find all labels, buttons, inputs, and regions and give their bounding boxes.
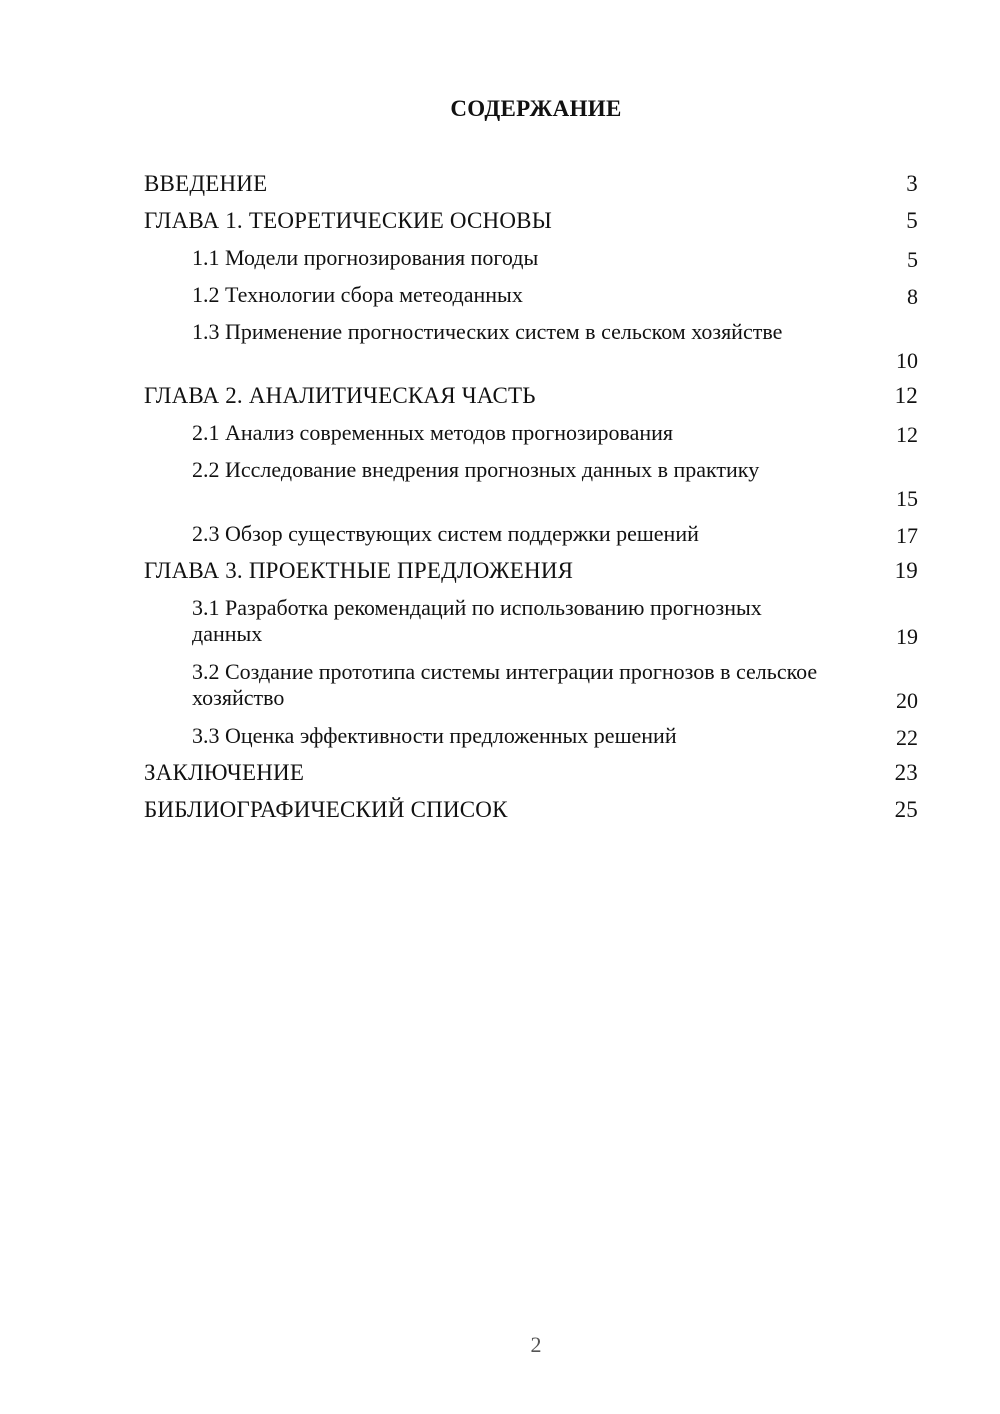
table-of-contents [144,168,918,831]
toc-entry-title: ГЛАВА 2. АНАЛИТИЧЕСКАЯ ЧАСТЬ [144,383,536,408]
toc-entry-page: 15 [896,486,918,511]
toc-entry-section-1-2[interactable] [144,279,918,316]
toc-entry-page: 12 [896,422,918,447]
toc-entry-bibliography[interactable] [144,794,918,831]
toc-entry-page: 17 [896,523,918,548]
toc-entry-title: 1.1 Модели прогнозирования погоды [192,245,539,270]
toc-entry-title: ВВЕДЕНИЕ [144,171,268,196]
page-title: СОДЕРЖАНИЕ [450,96,622,121]
toc-entry-conclusion[interactable] [144,757,918,794]
toc-entry-page: 19 [894,558,918,583]
toc-entry-page: 22 [896,725,918,750]
toc-entry-page: 25 [894,797,918,822]
toc-entry-section-2-3[interactable] [144,518,918,555]
toc-entry-title: ГЛАВА 3. ПРОЕКТНЫЕ ПРЕДЛОЖЕНИЯ [144,558,574,583]
toc-entry-title: 1.2 Технологии сбора метеоданных [192,282,523,307]
toc-entry-title: 2.3 Обзор существующих систем поддержки решений [192,521,699,546]
toc-entry-title: 2.2 Исследование внедрения прогнозных данных в практику [192,457,760,482]
toc-entry-page: 20 [896,688,918,713]
toc-entry-title: 1.3 Применение прогностических систем в сельском хозяйстве [192,319,783,344]
toc-entry-chapter-2[interactable] [144,380,918,417]
toc-entry-page: 12 [894,383,918,408]
toc-entry-page: 3 [906,171,918,196]
toc-entry-title: БИБЛИОГРАФИЧЕСКИЙ СПИСОК [144,797,508,822]
toc-entry-introduction[interactable] [144,168,918,205]
toc-entry-section-3-2[interactable] [144,656,918,720]
toc-entry-section-3-1[interactable] [144,592,918,656]
toc-entry-page: 23 [894,760,918,785]
toc-entry-title: ГЛАВА 1. ТЕОРЕТИЧЕСКИЕ ОСНОВЫ [144,208,552,233]
toc-entry-page: 19 [896,624,918,649]
toc-entry-page: 10 [896,348,918,373]
toc-entry-title: 3.3 Оценка эффективности предложенных решений [192,723,677,748]
toc-entry-section-2-1[interactable] [144,417,918,454]
toc-entry-title: 3.2 Создание прототипа системы интеграции прогнозов в сельское хозяйство [192,659,818,710]
toc-entry-section-3-3[interactable] [144,720,918,757]
toc-entry-title: 3.1 Разработка рекомендаций по использованию прогнозных данных [192,595,762,646]
toc-entry-page: 5 [906,208,918,233]
toc-entry-section-2-2[interactable] [144,454,918,518]
toc-entry-title: 2.1 Анализ современных методов прогнозирования [192,420,674,445]
toc-entry-title: ЗАКЛЮЧЕНИЕ [144,760,305,785]
toc-entry-section-1-3[interactable] [144,316,918,380]
toc-entry-chapter-1[interactable] [144,205,918,242]
toc-entry-page: 5 [907,247,918,272]
toc-entry-page: 8 [907,284,918,309]
toc-entry-section-1-1[interactable] [144,242,918,279]
page-number: 2 [530,1332,542,1357]
toc-entry-chapter-3[interactable] [144,555,918,592]
